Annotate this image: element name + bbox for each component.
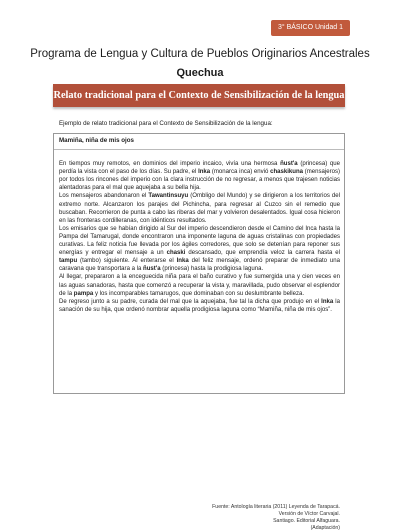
program-title: Programa de Lengua y Cultura de Pueblos Originarios Ancestrales <box>30 48 370 60</box>
story-title: Mamiña, niña de mis ojos <box>54 137 344 150</box>
story-box <box>53 133 345 531</box>
intro-text: Ejemplo de relato tradicional para el Contexto de Sensibilización de la lengua: <box>59 120 273 127</box>
language-title: Quechua <box>176 67 224 79</box>
story-paragraph-1: En tiempos muy remotos, en dominios del imperio incaico, vivía una hermosa ñust'a (princesa) que perdía la vista con el paso de los días. Su padre, el Inka (monarca inca) envió chaskikuna (mensajeros) por todos los rincones del imperio con la clara instrucción de no regresar, a menos que trajesen noticias alentadoras para el mal que aquejaba a su bella hija. <box>59 161 341 192</box>
story-paragraph-3: Los emisarios que se habían dirigido al Sur del imperio descendieron desde el Camino del Inca hasta la Pampa del Tamarugal, donde encontraron una imponente laguna de aguas cristalinas con propiedades curativas. La feliz noticia fue llevada por los ágiles corredores, que solo se detenían para reponer sus energías y entregar el mensaje a un chaski descansado, que emprendía veloz la carrera hasta el tampu (tambo) siguiente. Al enterarse el Inka del feliz mensaje, ordenó preparar de inmediato una caravana que transportara a la ñust'a (princesa) hasta la prodigiosa laguna. <box>59 225 340 273</box>
source-line-1: Fuente: Antología literaria (2011) Leyenda de Tarapacá. <box>212 504 340 510</box>
grade-unit-badge: 3° BÁSICO Unidad 1 <box>271 20 350 36</box>
source-line-3: Santiago. Editorial Alfaguara. <box>273 518 340 524</box>
story-paragraph-2: Los mensajeros abandonaron el Tawantinsuyu (Ombligo del Mundo) y se dirigieron a los territorios del extremo norte. Alcanzaron los parajes del Pichincha, para regresar al Cuzco sin el remedio que buscaban. Recorrieron de punta a cabo las riberas del mar y volvieron desalentados. Igual cosa hicieron en las fronteras cordilleranas, con idénticos resultados. <box>59 193 340 224</box>
source-line-4: (Adaptación) <box>310 525 340 531</box>
source-line-2: Versión de Víctor Carvajal. <box>278 511 340 517</box>
story-paragraph-5: De regreso junto a su padre, curada del mal que la aquejaba, fue tal la dicha que produjo en el Inka la sanación de su hija, que ordenó nombrar aquella prodigiosa laguna como “Mamiña, niña de mis ojos”. <box>59 298 341 313</box>
source-citation <box>212 504 340 532</box>
section-banner: Relato tradicional para el Contexto de Sensibilización de la lengua <box>53 84 345 107</box>
story-paragraph-4: Al llegar, prepararon a la enceguecida niña para el baño curativo y fue sumergida una y cien veces en las aguas sanadoras, hasta que comenzó a recuperar la vista y, maravillada, pudo observar el esplendor de la pampa y los incomparables tamarugos, que dominaban con su deslumbrante belleza. <box>59 274 340 297</box>
